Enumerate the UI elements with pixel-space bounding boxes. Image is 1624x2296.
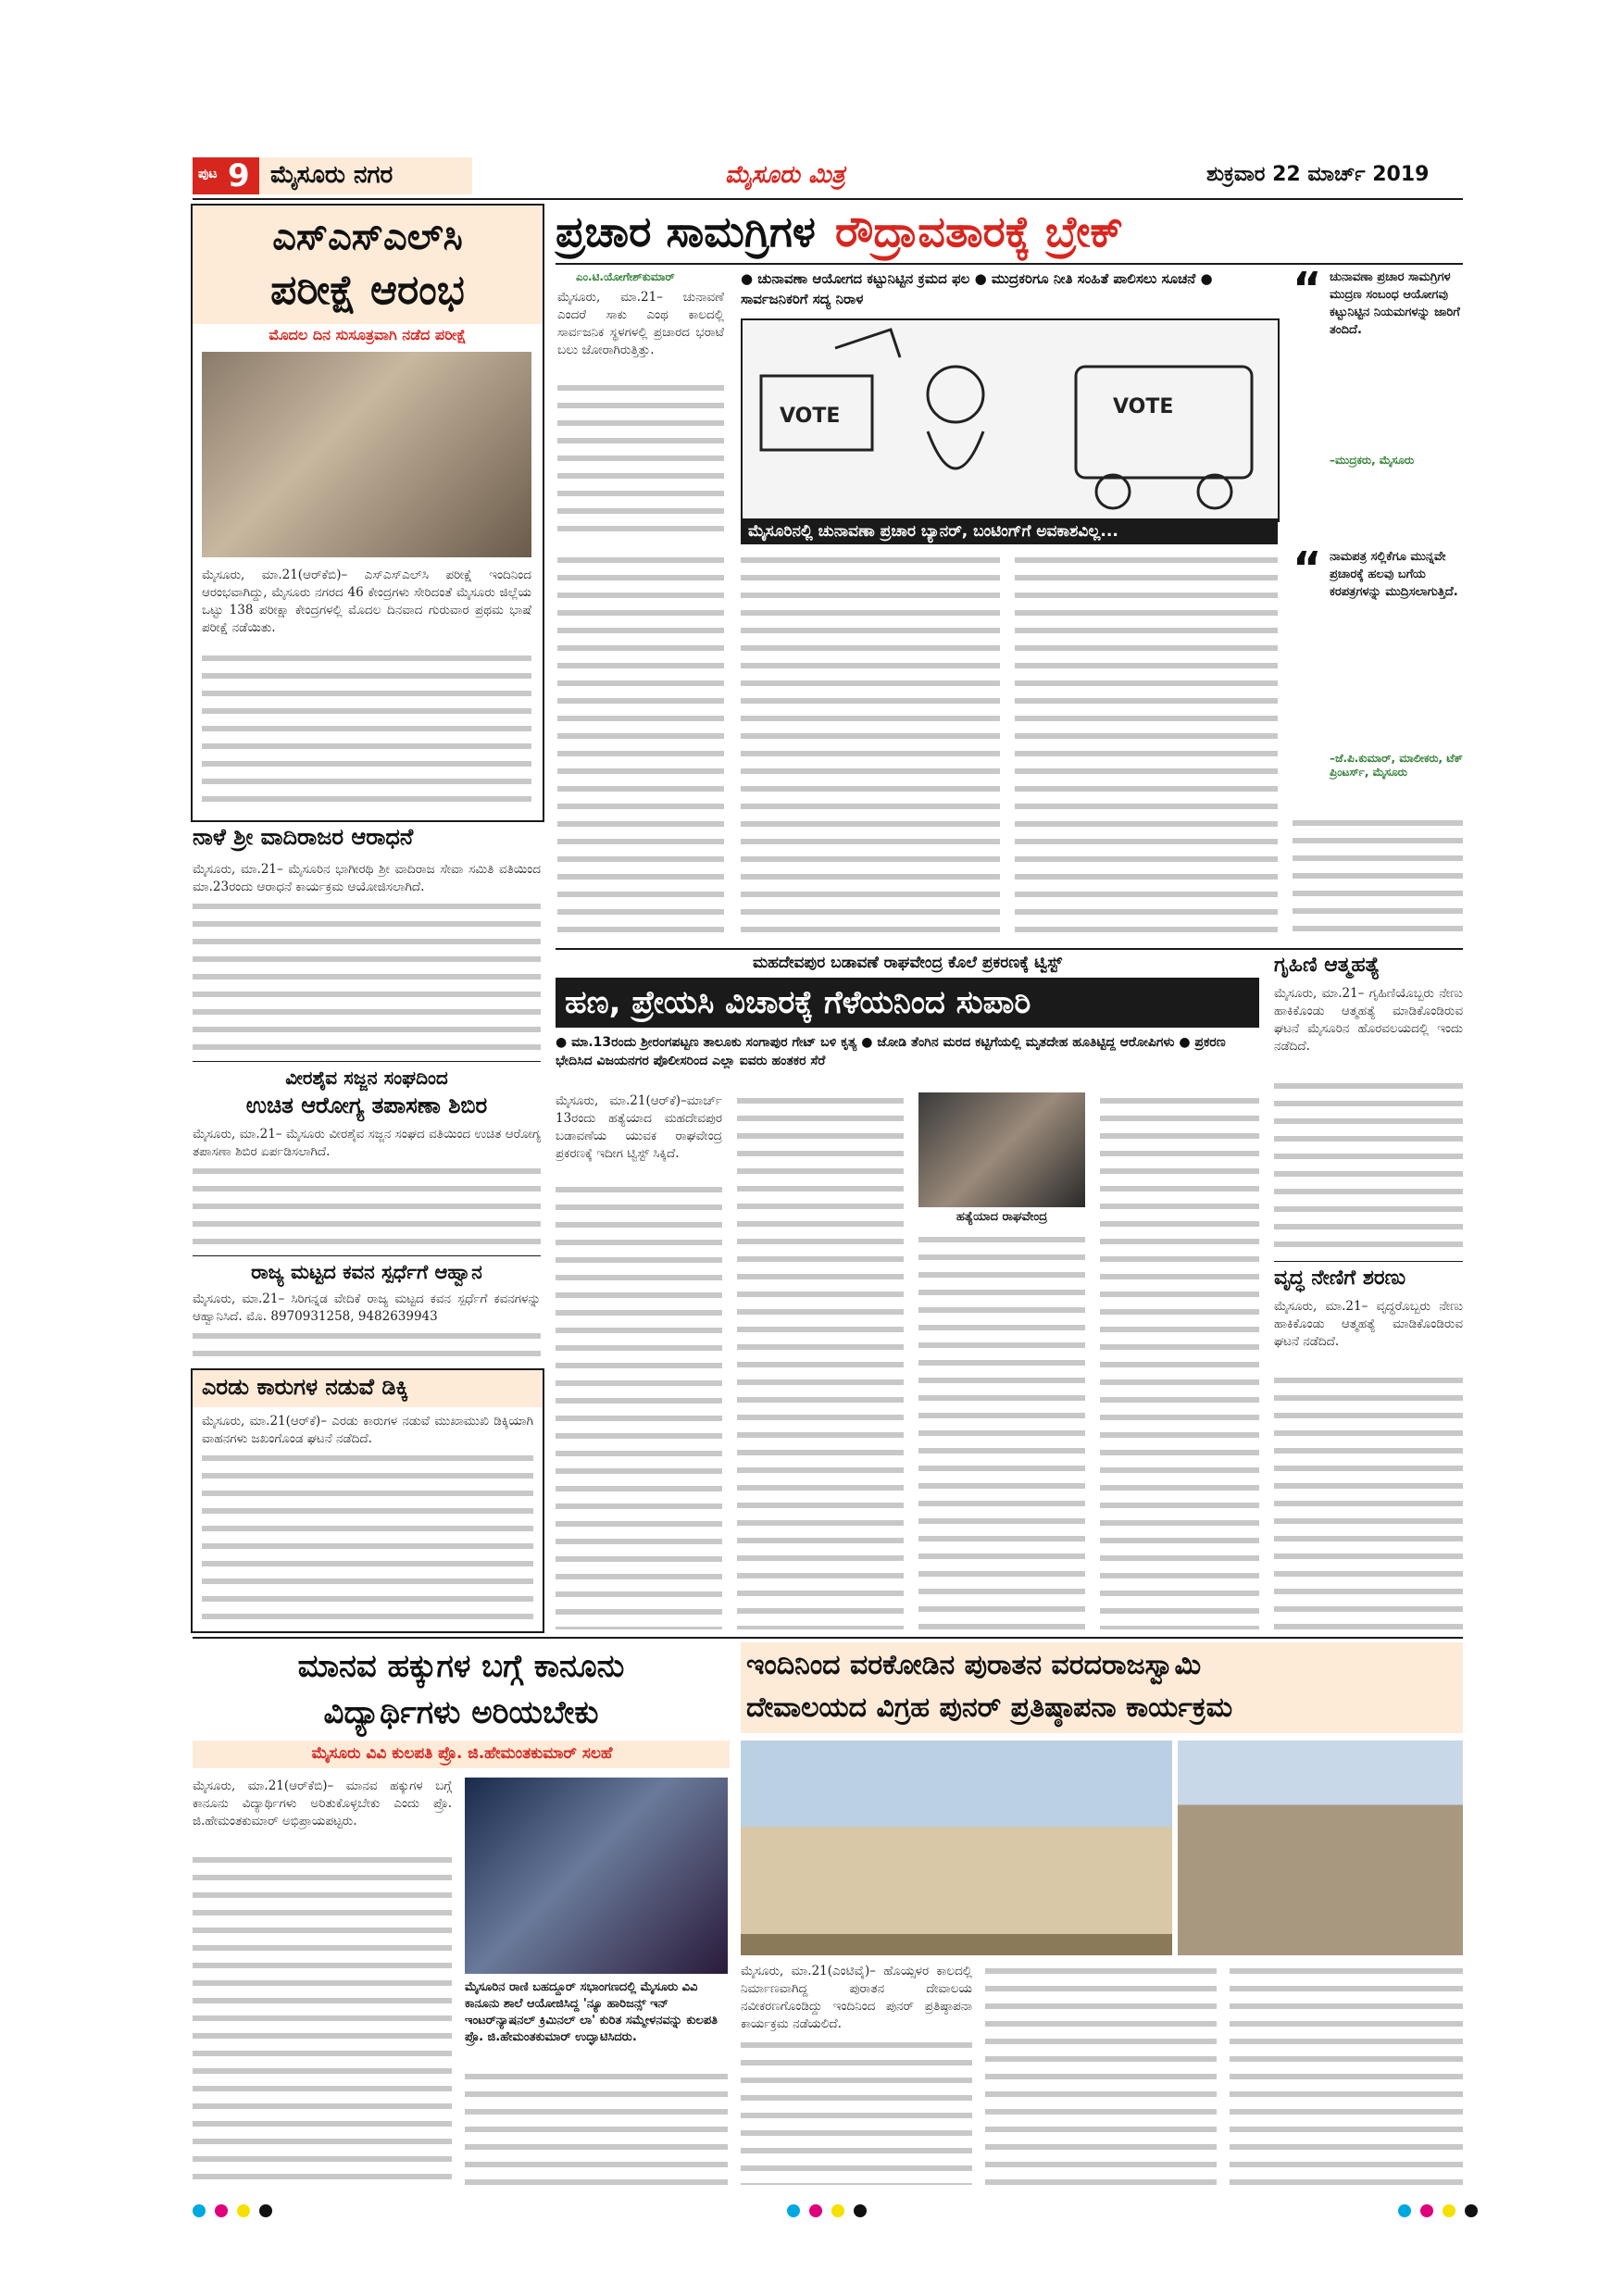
yellow-dot-icon [1443, 2204, 1455, 2217]
cartoon-drawing [743, 320, 1278, 520]
section-label: ಮೈಸೂರು ನಗರ [270, 161, 394, 189]
veerashaiva-headline-1: ವೀರಶೈವ ಸಜ್ಜನ ಸಂಘದಿಂದ [285, 1067, 448, 1089]
vruddha-lead: ಮೈಸೂರು, ಮಾ.21– ವೃದ್ಧರೊಬ್ಬರು ನೇಣು ಹಾಕಿಕೊಂಡು ಆತ್ಮಹತ್ಯೆ ಮಾಡಿಕೊಂಡಿರುವ ಘಟನೆ ನಡೆದಿದೆ. [1274, 1299, 1463, 1349]
magenta-dot-icon [215, 2204, 228, 2217]
manava-body-col2 [465, 2068, 728, 2185]
yellow-dot-icon [831, 2204, 844, 2217]
page-number-badge [193, 157, 259, 194]
dikki-headline: ಎರಡು ಕಾರುಗಳ ನಡುವೆ ಡಿಕ್ಕಿ [202, 1374, 408, 1400]
gruhini-lead: ಮೈಸೂರು, ಮಾ.21– ಗೃಹಿಣಿಯೊಬ್ಬರು ನೇಣು ಹಾಕಿಕೊಂಡು ಆತ್ಮಹತ್ಯೆ ಮಾಡಿಕೊಂಡಿರುವ ಘಟನೆ ಮೈಸೂರಿನ ಹೊರವಲಯದಲ್ಲಿ ಇಂದು ನಡೆದಿದೆ. [1274, 986, 1463, 1054]
temple-pillars-photo [1178, 1741, 1463, 1955]
quote-mark-icon: “ [1293, 263, 1322, 315]
prachara-body-col1 [557, 380, 724, 535]
varadaraja-headline-2: ದೇವಾಲಯದ ವಿಗ್ರಹ ಪುನರ್ ಪ್ರತಿಷ್ಠಾಪನಾ ಕಾರ್ಯಕ್ರಮ [746, 1691, 1233, 1724]
divider [193, 1061, 541, 1062]
masthead [193, 156, 1463, 196]
varadaraja-lead: ಮೈಸೂರು, ಮಾ.21(ಎಂಟಿವೈ)– ಹೊಯ್ಸಳರ ಕಾಲದಲ್ಲಿ ನಿರ್ಮಾಣವಾಗಿದ್ದ ಪುರಾತನ ದೇವಾಲಯ ನವೀಕರಣಗೊಂಡಿದ್ದು ಇಂದಿನಿಂದ ಪುನರ್ ಪ್ರತಿಷ್ಠಾಪನಾ ಕಾರ್ಯಕ್ರಮ ನಡೆಯಲಿದೆ. [741, 1964, 972, 2031]
prachara-headline [556, 202, 1463, 261]
supari-body-col3 [918, 1231, 1085, 1629]
veerashaiva-lead: ಮೈಸೂರು, ಮಾ.21– ಮೈಸೂರು ವೀರಶೈವ ಸಜ್ಜನ ಸಂಘದ ವತಿಯಿಂದ ಉಚಿತ ಆರೋಗ್ಯ ತಪಾಸಣಾ ಶಿಬಿರ ಏರ್ಪಡಿಸಲಾಗಿದೆ. [193, 1127, 541, 1159]
gruhini-body [1274, 1078, 1463, 1255]
dikki-body [202, 1450, 533, 1622]
manava-photo-caption: ಮೈಸೂರಿನ ರಾಣಿ ಬಹದ್ದೂರ್ ಸಭಾಂಗಣದಲ್ಲಿ ಮೈಸೂರು ವಿವಿ ಕಾನೂನು ಶಾಲೆ ಆಯೋಜಿಸಿದ್ದ 'ನ್ಯೂ ಹಾರಿಜನ್ಸ್ ಇನ್ ಇಂಟರ್‌ನ್ಯಾಷನಲ್ ಕ್ರಿಮಿನಲ್ ಲಾ' ಕುರಿತ ಸಮ್ಮೇಳನವನ್ನು ಕುಲಪತಿ ಪ್ರೊ. ಜಿ.ಹೇಮಂತಕುಮಾರ್ ಉದ್ಘಾಟಿಸಿದರು. [465, 1980, 718, 2044]
print-registration-marks-left [193, 2203, 281, 2221]
divider [193, 1255, 541, 1256]
manava-conference-photo [465, 1778, 728, 1974]
page-label: ಪುಟ [198, 167, 218, 181]
prachara-cartoon-caption: ಮೈಸೂರಿನಲ್ಲಿ ಚುನಾವಣಾ ಪ್ರಚಾರ ಬ್ಯಾನರ್, ಬಂಟಿಂಗ್‌ಗೆ ಅವಕಾಶವಿಲ್ಲ... [748, 522, 1118, 541]
prachara-headline-red: ರೌದ್ರಾವತಾರಕ್ಕೆ ಬ್ರೇಕ್ [834, 206, 1123, 256]
prachara-quote-1 [1293, 263, 1463, 539]
prachara-headline-black: ಪ್ರಚಾರ ಸಾಮಗ್ರಿಗಳ [556, 206, 816, 256]
supari-lead: ಮೈಸೂರು, ಮಾ.21(ಆರ್‌ಕೆ)–ಮಾರ್ಚ್ 13ರಂದು ಹತ್ಯೆಯಾದ ಮಹದೇವಪುರ ಬಡಾವಣೆಯ ಯುವಕ ರಾಘವೇಂದ್ರ ಪ್ರಕರಣಕ್ಕೆ ಇದೀಗ ಟ್ವಿಸ್ಟ್ ಸಿಕ್ಕಿದೆ. [556, 1093, 722, 1161]
prachara-cartoon [741, 318, 1280, 522]
yellow-dot-icon [237, 2204, 250, 2217]
supari-body-col4 [1100, 1092, 1259, 1629]
sslc-headline-2: ಪರೀಕ್ಷೆ ಆರಂಭ [270, 267, 465, 314]
prachara-body-col3 [741, 552, 1000, 941]
sslc-body [202, 650, 531, 809]
divider [1274, 1261, 1463, 1262]
masthead-rule [193, 198, 1463, 200]
manava-lead: ಮೈಸೂರು, ಮಾ.21(ಆರ್‌ಕೆಬಿ)– ಮಾನವ ಹಕ್ಕುಗಳ ಬಗ್ಗೆ ಕಾನೂನು ವಿದ್ಯಾರ್ಥಿಗಳು ಅರಿತುಕೊಳ್ಳಬೇಕು ಎಂದು ಪ್ರೊ. ಜಿ.ಹೇಮಂತಕುಮಾರ್ ಅಭಿಪ್ರಾಯಪಟ್ಟರು. [193, 1778, 452, 1828]
quote-1-attr: –ಮುದ್ರಕರು, ಮೈಸೂರು [1330, 454, 1415, 467]
manava-headline-2: ವಿದ್ಯಾರ್ಥಿಗಳು ಅರಿಯಬೇಕು [323, 1694, 599, 1731]
supari-body-col1 [556, 1181, 722, 1629]
supari-photo-caption: ಹತ್ಯೆಯಾದ ರಾಘವೇಂದ್ರ [956, 1210, 1048, 1224]
sslc-headline-1: ಎಸ್‌ಎಸ್‌ಎಲ್‌ಸಿ [272, 216, 463, 258]
prachara-byline: ಎಂ.ಟಿ.ಯೋಗೇಶ್‌ಕುಮಾರ್ [576, 270, 675, 283]
prachara-rule [556, 263, 1463, 265]
bottom-rule [193, 1637, 1463, 1639]
black-dot-icon [259, 2204, 272, 2217]
sslc-exam-photo [202, 352, 531, 557]
supari-victim-photo [918, 1092, 1085, 1207]
sslc-subhead: ಮೊದಲ ದಿನ ಸುಸೂತ್ರವಾಗಿ ನಡೆದ ಪರೀಕ್ಷೆ [269, 326, 467, 343]
varadaraja-body-col2 [985, 1963, 1217, 2185]
manava-body-col1 [193, 1852, 452, 2185]
aradhane-body [193, 898, 541, 1055]
cyan-dot-icon [1398, 2204, 1411, 2217]
print-registration-marks-right [1398, 2203, 1487, 2221]
paper-name: ಮೈಸೂರು ಮಿತ್ರ [725, 161, 845, 189]
kavana-lead: ಮೈಸೂರು, ಮಾ.21– ಸಿರಿಗನ್ನಡ ವೇದಿಕೆ ರಾಜ್ಯ ಮಟ್ಟದ ಕವನ ಸ್ಪರ್ಧೆಗೆ ಕವನಗಳನ್ನು ಆಹ್ವಾನಿಸಿದೆ. ಮೊ. 8970931258, 9482639943 [193, 1292, 541, 1324]
aradhane-headline: ನಾಳೆ ಶ್ರೀ ವಾದಿರಾಜರ ಆರಾಧನೆ [193, 824, 414, 850]
sslc-lead: ಮೈಸೂರು, ಮಾ.21(ಆರ್‌ಕೆಬಿ)– ಎಸ್‌ಎಸ್‌ಎಲ್‌ಸಿ ಪರೀಕ್ಷೆ ಇಂದಿನಿಂದ ಆರಂಭವಾಗಿದ್ದು, ಮೈಸೂರು ನಗರದ 46 ಕೇಂದ್ರಗಳು ಸೇರಿದಂತೆ ಮೈಸೂರು ಜಿಲ್ಲೆಯ ಒಟ್ಟು 138 ಪರೀಕ್ಷಾ ಕೇಂದ್ರಗಳಲ್ಲಿ ಮೊದಲ ದಿನವಾದ ಗುರುವಾರ ಪ್ರಥಮ ಭಾಷೆ ಪರೀಕ್ಷೆ ನಡೆಯಿತು. [202, 568, 531, 635]
supari-top-rule [556, 948, 1463, 950]
kavana-body [193, 1328, 541, 1361]
black-dot-icon [854, 2204, 867, 2217]
print-registration-marks-center [787, 2203, 876, 2221]
prachara-body-col4 [1015, 552, 1278, 941]
prachara-body-col2 [557, 552, 724, 941]
svg-text:VOTE: VOTE [780, 405, 841, 428]
supari-headline: ಹಣ, ಪ್ರೇಯಸಿ ವಿಚಾರಕ್ಕೆ ಗೆಳೆಯನಿಂದ ಸುಪಾರಿ [565, 984, 1031, 1021]
page-number: 9 [228, 157, 250, 194]
varadaraja-body-col3 [1230, 1963, 1463, 2185]
varadaraja-body-col1 [741, 2037, 972, 2185]
prachara-quote-2 [1293, 543, 1463, 817]
vruddha-headline: ವೃದ್ಧ ನೇಣಿಗೆ ಶರಣು [1274, 1267, 1406, 1290]
quote-mark-icon: “ [1293, 543, 1322, 594]
manava-subhead: ಮೈಸೂರು ವಿವಿ ಕುಲಪತಿ ಪ್ರೊ. ಜಿ.ಹೇಮಂತಕುಮಾರ್ ಸಲಹೆ [311, 1744, 613, 1763]
manava-headline-1: ಮಾನವ ಹಕ್ಕುಗಳ ಬಗ್ಗೆ ಕಾನೂನು [297, 1648, 625, 1685]
veerashaiva-headline-2: ಉಚಿತ ಆರೋಗ್ಯ ತಪಾಸಣಾ ಶಿಬಿರ [245, 1092, 488, 1118]
black-dot-icon [1465, 2204, 1478, 2217]
quote-2-attr: –ಜೆ.ಪಿ.ಕುಮಾರ್, ಮಾಲೀಕರು, ಟೆಕ್ ಪ್ರಿಂಟರ್ಸ್, ಮೈಸೂರು [1330, 752, 1463, 779]
veerashaiva-body [193, 1163, 541, 1250]
supari-kicker: ಮಹದೇವಪುರ ಬಡಾವಣೆ ರಾಘವೇಂದ್ರ ಕೊಲೆ ಪ್ರಕರಣಕ್ಕೆ ಟ್ವಿಸ್ಟ್ [752, 954, 1063, 972]
svg-text:VOTE: VOTE [1113, 395, 1174, 418]
cyan-dot-icon [787, 2204, 800, 2217]
supari-bullets: ● ಮಾ.13ರಂದು ಶ್ರೀರಂಗಪಟ್ಟಣ ತಾಲೂಕು ಸಂಗಾಪುರ ಗೇಟ್ ಬಳಿ ಕೃತ್ಯ ● ಜೋಡಿ ತೆಂಗಿನ ಮರದ ಕಟ್ಟಿಗೆಯಲ್ಲಿ ಮೃತದೇಹ ಹೂತಿಟ್ಟಿದ್ದ ಆರೋಪಿಗಳು ● ಪ್ರಕರಣ ಭೇದಿಸಿದ ವಿಜಯನಗರ ಪೊಲೀಸರಿಂದ ಎಲ್ಲಾ ಐವರು ಹಂತಕರ ಸೆರೆ [556, 1035, 1226, 1068]
quote-2-text: ನಾಮಪತ್ರ ಸಲ್ಲಿಕೆಗೂ ಮುನ್ನವೇ ಪ್ರಚಾರಕ್ಕೆ ಹಲವು ಬಗೆಯ ಕರಪತ್ರಗಳನ್ನು ಮುದ್ರಿಸಲಾಗುತ್ತಿದೆ. [1330, 550, 1458, 599]
magenta-dot-icon [809, 2204, 822, 2217]
dikki-story [191, 1368, 544, 1633]
cyan-dot-icon [193, 2204, 206, 2217]
dikki-lead: ಮೈಸೂರು, ಮಾ.21(ಆರ್‌ಕೆ)– ಎರಡು ಕಾರುಗಳ ನಡುವೆ ಮುಖಾಮುಖಿ ಡಿಕ್ಕಿಯಾಗಿ ವಾಹನಗಳು ಜಖಂಗೊಂಡ ಘಟನೆ ನಡೆದಿದೆ. [202, 1414, 533, 1446]
aradhane-lead: ಮೈಸೂರು, ಮಾ.21– ಮೈಸೂರಿನ ಭಾಗೀರಥಿ ಶ್ರೀ ವಾದಿರಾಜ ಸೇವಾ ಸಮಿತಿ ವತಿಯಿಂದ ಮಾ.23ರಂದು ಆರಾಧನೆ ಕಾರ್ಯಕ್ರಮ ಆಯೋಜಿಸಲಾಗಿದೆ. [193, 862, 541, 894]
supari-body-col2 [737, 1092, 904, 1629]
prachara-body-col5 [1293, 815, 1463, 941]
quote-1-text: ಚುನಾವಣಾ ಪ್ರಚಾರ ಸಾಮಗ್ರಿಗಳ ಮುದ್ರಣ ಸಂಬಂಧ ಆಯೋಗವು ಕಟ್ಟುನಿಟ್ಟಿನ ನಿಯಮಗಳನ್ನು ಜಾರಿಗೆ ತಂದಿದೆ. [1330, 270, 1460, 337]
gruhini-headline: ಗೃಹಿಣಿ ಆತ್ಮಹತ್ಯೆ [1274, 954, 1380, 977]
vruddha-body [1274, 1372, 1463, 1629]
issue-date: ಶುಕ್ರವಾರ 22 ಮಾರ್ಚ್ 2019 [1206, 163, 1430, 186]
kavana-headline: ರಾಜ್ಯ ಮಟ್ಟದ ಕವನ ಸ್ಪರ್ಧೆಗೆ ಆಹ್ವಾನ [251, 1261, 482, 1283]
magenta-dot-icon [1420, 2204, 1433, 2217]
temple-gopura-photo [741, 1741, 1172, 1955]
varadaraja-headline-1: ಇಂದಿನಿಂದ ವರಕೋಡಿನ ಪುರಾತನ ವರದರಾಜಸ್ವಾಮಿ [746, 1649, 1202, 1681]
prachara-bullets: ● ಚುನಾವಣಾ ಆಯೋಗದ ಕಟ್ಟುನಿಟ್ಟಿನ ಕ್ರಮದ ಫಲ ● ಮುದ್ರಕರಿಗೂ ನೀತಿ ಸಂಹಿತೆ ಪಾಲಿಸಲು ಸೂಚನೆ ● ಸಾರ್ವಜನಿಕರಿಗೆ ಸದ್ಯ ನಿರಾಳ [741, 270, 1213, 307]
sslc-story [191, 204, 544, 822]
prachara-lead: ಮೈಸೂರು, ಮಾ.21– ಚುನಾವಣೆ ಎಂದರೆ ಸಾಕು ಎಂಥ ಕಾಲದಲ್ಲಿ ಸಾರ್ವಜನಿಕ ಸ್ಥಳಗಳಲ್ಲಿ ಪ್ರಚಾರದ ಭರಾಟೆ ಬಲು ಜೋರಾಗಿರುತ್ತಿತ್ತು. [557, 290, 724, 357]
